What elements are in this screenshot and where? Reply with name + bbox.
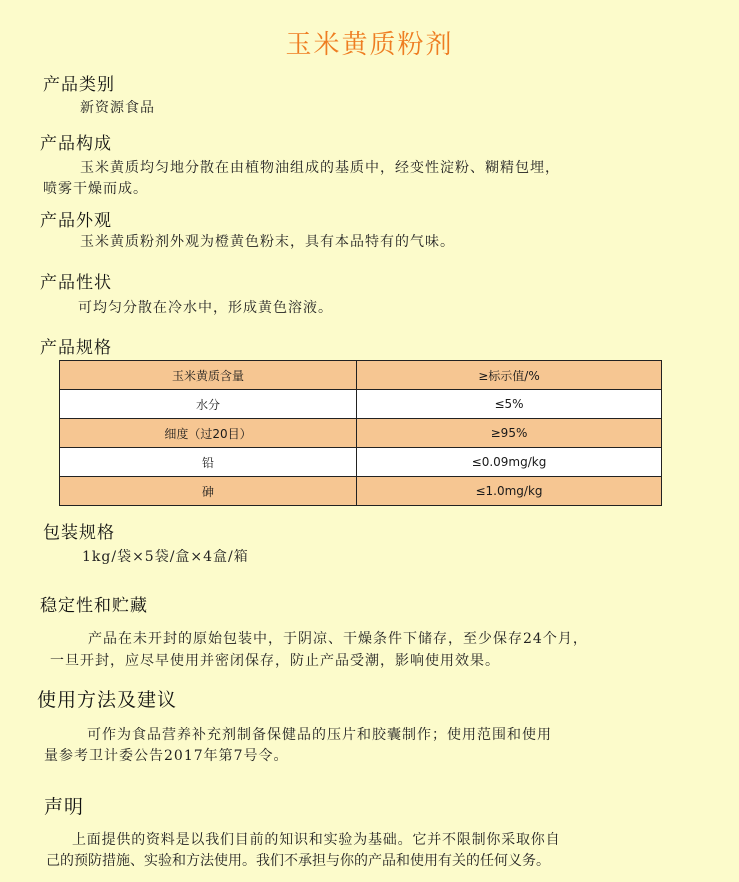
table-row — [60, 390, 662, 419]
table-cell: ≤1.0mg/kg — [357, 477, 662, 506]
specs-heading: 产品规格 — [40, 338, 112, 358]
appearance-heading: 产品外观 — [40, 211, 112, 231]
page-title: 玉米黄质粉剂 — [285, 30, 454, 60]
table-row — [60, 477, 662, 506]
table-cell: 铅 — [60, 448, 357, 477]
table-cell: ≤5% — [357, 390, 662, 419]
disclaimer-line-2: 己的预防措施、实验和方法使用。我们不承担与你的产品和使用有关的任何义务。 — [46, 853, 550, 869]
table-cell: 水分 — [60, 390, 357, 419]
storage-heading: 稳定性和贮藏 — [40, 596, 148, 616]
composition-line-2: 喷雾干燥而成。 — [43, 181, 148, 197]
storage-line-1: 产品在未开封的原始包装中，于阴凉、干燥条件下储存，至少保存24个月， — [88, 631, 588, 647]
disclaimer-heading: 声明 — [44, 796, 85, 818]
category-heading: 产品类别 — [43, 75, 115, 95]
composition-heading: 产品构成 — [40, 134, 112, 154]
disclaimer-line-1: 上面提供的资料是以我们目前的知识和实验为基础。它并不限制你采取你自 — [72, 832, 561, 848]
table-row — [60, 419, 662, 448]
spec-table — [59, 360, 662, 506]
storage-line-2: 一旦开封，应尽早使用并密闭保存，防止产品受潮，影响使用效果。 — [50, 653, 500, 669]
table-cell: 细度（过20目） — [60, 419, 357, 448]
usage-heading: 使用方法及建议 — [37, 689, 178, 711]
appearance-text: 玉米黄质粉剂外观为橙黄色粉末，具有本品特有的气味。 — [80, 234, 455, 250]
table-header-row — [60, 361, 662, 390]
composition-line-1: 玉米黄质均匀地分散在由植物油组成的基质中，经变性淀粉、糊精包埋， — [80, 160, 560, 176]
table-cell: 砷 — [60, 477, 357, 506]
table-row — [60, 448, 662, 477]
usage-line-2: 量参考卫计委公告2017年第7号令。 — [44, 748, 289, 764]
usage-line-1: 可作为食品营养补充剂制备保健品的压片和胶囊制作；使用范围和使用 — [87, 727, 552, 743]
packaging-heading: 包装规格 — [43, 523, 115, 543]
table-cell: ≤0.09mg/kg — [357, 448, 662, 477]
category-text: 新资源食品 — [80, 100, 155, 116]
packaging-text: 1kg/袋×5袋/盒×4盒/箱 — [82, 549, 249, 565]
properties-heading: 产品性状 — [40, 273, 112, 293]
table-cell: ≥95% — [357, 419, 662, 448]
table-header-cell: 玉米黄质含量 — [60, 361, 357, 390]
table-header-cell: ≥标示值/% — [357, 361, 662, 390]
properties-text: 可均匀分散在冷水中，形成黄色溶液。 — [78, 300, 333, 316]
